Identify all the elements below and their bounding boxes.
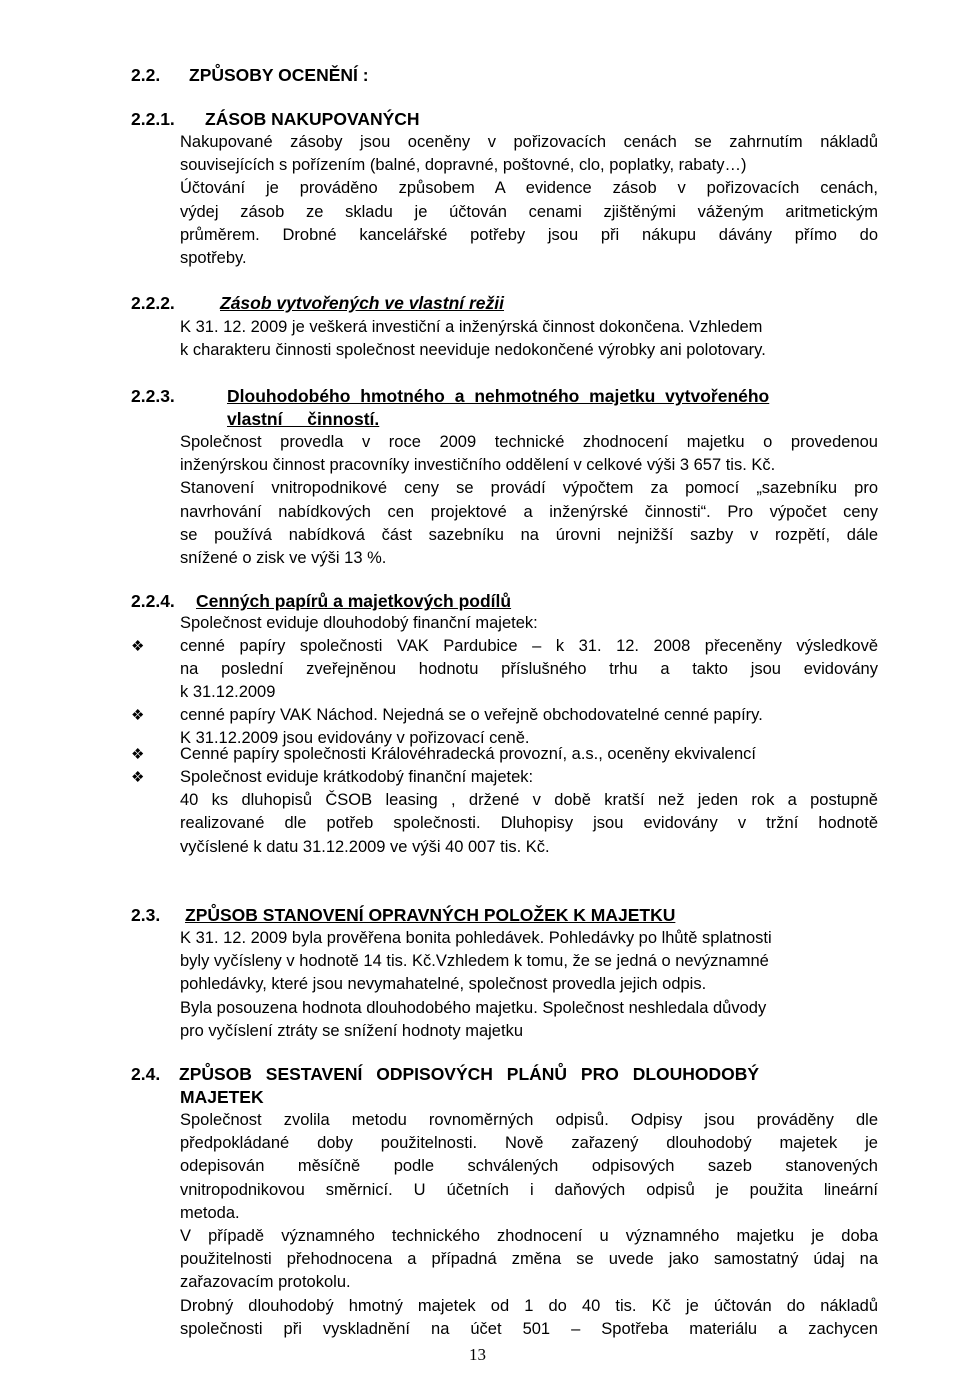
section-2-2-3-body	[180, 431, 878, 570]
section-2-2-heading	[131, 64, 369, 87]
paragraph-line: K 31. 12. 2009 je veškerá investiční a inženýrská činnost dokončena. Vzhledem	[180, 318, 763, 336]
paragraph-line: předpokládané doby použitelnosti. Nově zařazený dlouhodobý majetek je	[180, 1134, 878, 1153]
paragraph-line: vyčíslené k datu 31.12.2009 ve výši 40 007 tis. Kč.	[180, 837, 550, 856]
paragraph-line: zařazovacím protokolu.	[180, 1273, 351, 1292]
paragraph-line: pro vyčíslení ztráty se snížení hodnoty majetku	[180, 1021, 523, 1040]
paragraph-line: realizované dle potřeb společnosti. Dluhopisy jsou evidovány v tržní hodnotě	[180, 814, 878, 833]
bullet-item	[180, 766, 878, 859]
paragraph-line: odepisován měsíčně podle schválených odpisových sazeb stanovených	[180, 1157, 878, 1176]
paragraph-line: výdej zásob ze skladu je účtován cenami zjištěnými váženým aritmetickým	[180, 202, 878, 221]
paragraph-line: pohledávky, které jsou nevymahatelné, společnost provedla jejich odpis.	[180, 975, 707, 994]
paragraph-line: spotřeby.	[180, 249, 247, 268]
section-2-2-2-number: 2.2.2.	[131, 293, 175, 313]
page-number: 13	[469, 1345, 486, 1364]
paragraph-line: společnosti při vyskladnění na účet 501 – Spotřeba materiálu a zachycen	[180, 1319, 878, 1338]
section-2-2-4-title: Cenných papírů a majetkových podílů	[196, 591, 512, 611]
section-2-2-3-number: 2.2.3.	[131, 386, 175, 406]
section-2-3-body	[180, 927, 878, 1043]
section-2-4-title-line2: MAJETEK	[180, 1087, 264, 1107]
paragraph-line: na poslední zveřejněnou hodnotu příslušného trhu a takto jsou evidovány	[180, 660, 878, 679]
diamond-bullet-icon: ❖	[131, 638, 145, 655]
section-2-4-heading-cont	[180, 1086, 264, 1109]
section-2-2-4-heading	[131, 590, 511, 613]
paragraph-line: Drobný dlouhodobý hmotný majetek od 1 do 40 tis. Kč je účtován do nákladů	[180, 1296, 878, 1315]
section-2-3-title: ZPŮSOB STANOVENÍ OPRAVNÝCH POLOŽEK K MAJETKU	[185, 905, 676, 925]
paragraph-line: snížené o zisk ve výši 13 %.	[180, 549, 387, 568]
bullet-item	[180, 743, 878, 766]
section-2-2-3-heading	[131, 385, 878, 408]
section-2-2-number: 2.2.	[131, 65, 161, 85]
section-2-3-number: 2.3.	[131, 905, 161, 925]
section-2-2-4-number: 2.2.4.	[131, 591, 175, 611]
paragraph-line: cenné papíry společnosti VAK Pardubice – k 31. 12. 2008 přeceněny výsledkově	[180, 637, 878, 655]
section-2-2-3-title-line1: Dlouhodobého hmotného a nehmotného majetku vytvořeného	[227, 386, 770, 406]
paragraph-line: Byla posouzena hodnota dlouhodobého majetku. Společnost neshledala důvody	[180, 998, 767, 1017]
paragraph-line: Společnost eviduje krátkodobý finanční majetek:	[180, 768, 534, 786]
paragraph-line: průměrem. Drobné kancelářské potřeby jsou při nákupu dávány přímo do	[180, 225, 878, 244]
section-2-2-title: ZPŮSOBY OCENĚNÍ :	[189, 65, 369, 85]
paragraph-line: souvisejících s pořízením (balné, dopravné, poštovné, clo, poplatky, rabaty…)	[180, 156, 747, 175]
section-2-2-3-title-line2: vlastní činností.	[227, 409, 380, 429]
diamond-bullet-icon: ❖	[131, 707, 145, 724]
section-2-2-1-heading	[131, 108, 420, 131]
paragraph-line: vnitropodnikovou směrnicí. U účetních i daňových odpisů je použita lineární	[180, 1180, 878, 1199]
paragraph-line: V případě významného technického zhodnocení u významného majetku je doba	[180, 1227, 878, 1246]
section-2-2-1-number: 2.2.1.	[131, 109, 175, 129]
paragraph-line: cenné papíry VAK Náchod. Nejedná se o veřejně obchodovatelné cenné papíry.	[180, 706, 763, 724]
diamond-bullet-icon: ❖	[131, 746, 145, 763]
paragraph-line: K 31. 12. 2009 byla prověřena bonita pohledávek. Pohledávky po lhůtě splatnosti	[180, 929, 772, 947]
paragraph-line: k charakteru činnosti společnost neeviduje nedokončené výrobky ani polotovary.	[180, 341, 766, 360]
section-2-2-1-body	[180, 131, 878, 270]
paragraph-line: Společnost zvolila metodu rovnoměrných odpisů. Odpisy jsou prováděny dle	[180, 1111, 878, 1129]
section-2-2-3-heading-cont	[227, 408, 379, 431]
paragraph-line: Účtování je prováděno způsobem A evidence zásob v pořizovacích cenách,	[180, 179, 878, 198]
paragraph-line: navrhování nabídkových cen projektové a inženýrské činnosti“. Pro výpočet ceny	[180, 502, 878, 521]
bullet-item	[180, 635, 878, 705]
section-2-4-body	[180, 1109, 878, 1341]
diamond-bullet-icon: ❖	[131, 769, 145, 786]
section-2-4-title-line1: ZPŮSOB SESTAVENÍ ODPISOVÝCH PLÁNŮ PRO DLOUHODOBÝ	[179, 1064, 760, 1084]
paragraph-line: byly vyčísleny v hodnotě 14 tis. Kč.Vzhledem k tomu, že se jedná o nevýznamné	[180, 952, 769, 971]
paragraph-line: Společnost provedla v roce 2009 technické zhodnocení majetku o provedenou	[180, 433, 878, 451]
section-2-4-heading	[131, 1063, 878, 1086]
paragraph-line: inženýrskou činnost pracovníky investičního oddělení v celkové výši 3 657 tis. Kč.	[180, 456, 776, 475]
paragraph-line: 40 ks dluhopisů ČSOB leasing , držené v době kratší než jeden rok a postupně	[180, 791, 878, 810]
section-2-2-4-intro: Společnost eviduje dlouhodobý finanční majetek:	[180, 614, 538, 632]
paragraph-line: použitelnosti přehodnocena a případná změna se uvede jako samostatný údaj na	[180, 1250, 878, 1269]
paragraph-line: K 31.12.2009 jsou evidovány v pořizovací ceně.	[180, 729, 530, 748]
section-2-4-number: 2.4.	[131, 1064, 161, 1084]
paragraph-line: Stanovení vnitropodnikové ceny se provádí výpočtem za pomocí „sazebníku pro	[180, 479, 878, 498]
section-2-3-heading	[131, 904, 675, 927]
paragraph-line: Cenné papíry společnosti Královéhradecká provozní, a.s., oceněny ekvivalencí	[180, 745, 756, 763]
section-2-2-1-title: ZÁSOB NAKUPOVANÝCH	[205, 109, 420, 129]
paragraph-line: metoda.	[180, 1203, 240, 1222]
paragraph-line: Nakupované zásoby jsou oceněny v pořizovacích cenách se zahrnutím nákladů	[180, 133, 878, 151]
paragraph-line: k 31.12.2009	[180, 683, 276, 702]
section-2-2-2-heading	[131, 292, 504, 315]
section-2-2-2-body	[180, 316, 878, 362]
section-2-2-2-title: Zásob vytvořených ve vlastní režii	[220, 293, 505, 313]
paragraph-line: se používá nabídková část sazebníku na úrovni nejnižší sazby v rozpětí, dále	[180, 525, 878, 544]
